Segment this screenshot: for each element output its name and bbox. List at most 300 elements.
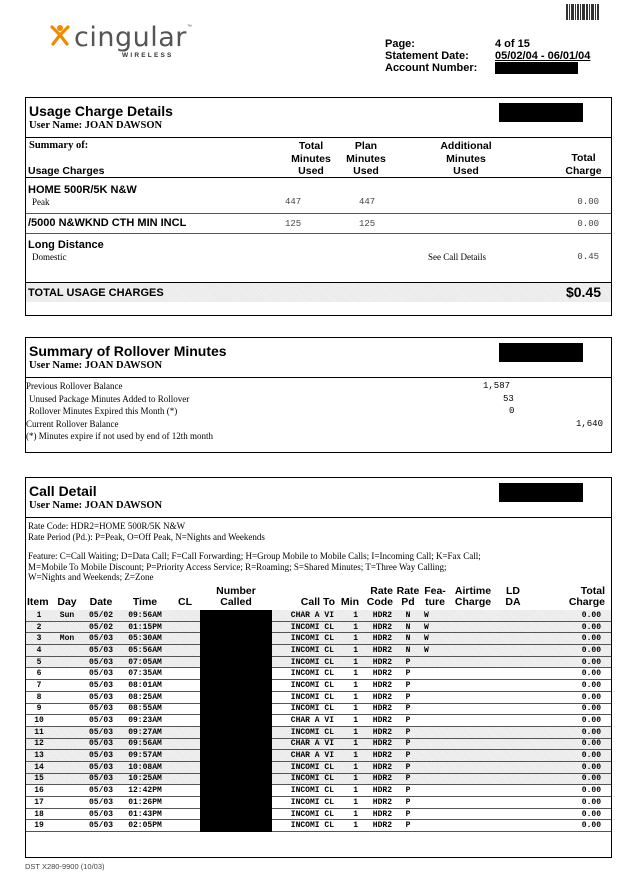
cell-ld-da	[498, 610, 528, 622]
cell-rate-pd: P	[394, 820, 422, 832]
cell-call-to: INCOMI CL	[272, 668, 336, 680]
call-detail-title: Call Detail	[29, 483, 97, 499]
cell-number-called-redacted	[200, 633, 272, 645]
usage-user: User Name: JOAN DAWSON	[29, 120, 163, 131]
cell-number-called-redacted	[200, 773, 272, 785]
cell-min: 1	[336, 750, 360, 762]
statement-header	[385, 38, 590, 74]
cell-time: 10:25AM	[120, 773, 170, 785]
cell-feature	[422, 703, 448, 715]
cell-call-to: INCOMI CL	[272, 761, 336, 773]
cell-airtime	[448, 750, 498, 762]
section-title: /5000 N&WKND CTH MIN INCL	[28, 217, 187, 229]
cell-total-charge: 0.00	[528, 715, 611, 727]
call-detail	[25, 477, 612, 858]
rate-code-legend: Rate Code: HDR2=HOME 500R/5K N&W	[28, 521, 186, 531]
cell-rate-pd: P	[394, 773, 422, 785]
cell-time: 05:56AM	[120, 645, 170, 657]
cell-rate-code: HDR2	[360, 797, 394, 809]
cell-airtime	[448, 738, 498, 750]
cell-time: 12:42PM	[120, 785, 170, 797]
cell-ld-da	[498, 750, 528, 762]
cell-number-called-redacted	[200, 703, 272, 715]
cell-airtime	[448, 680, 498, 692]
cell-cl	[170, 820, 200, 832]
cell-rate-pd: N	[394, 633, 422, 645]
col-min: Min	[340, 596, 359, 608]
cell-date: 05/03	[82, 633, 120, 645]
cell-number-called-redacted	[200, 645, 272, 657]
cell-rate-code: HDR2	[360, 645, 394, 657]
cell-airtime	[448, 633, 498, 645]
cell-time: 09:57AM	[120, 750, 170, 762]
cell-total-charge: 0.00	[528, 797, 611, 809]
total-usage-label: TOTAL USAGE CHARGES	[28, 287, 164, 299]
cell-ld-da	[498, 633, 528, 645]
call-row	[26, 621, 611, 633]
col-total-charge: Total Charge	[565, 152, 602, 177]
cell-rate-code: HDR2	[360, 621, 394, 633]
cell-rate-pd: P	[394, 703, 422, 715]
cell-rate-code: HDR2	[360, 750, 394, 762]
cell-feature	[422, 691, 448, 703]
call-row	[26, 680, 611, 692]
cell-item: 13	[26, 750, 52, 762]
cell-ld-da	[498, 773, 528, 785]
call-row	[26, 773, 611, 785]
cell-cl	[170, 808, 200, 820]
call-row	[26, 610, 611, 622]
cingular-jack-icon	[50, 24, 70, 50]
rollover-expired: Rollover Minutes Expired this Month (*) 0	[29, 406, 515, 416]
cell-rate-code: HDR2	[360, 703, 394, 715]
cell-feature: W	[422, 633, 448, 645]
cell-total-charge: 0.00	[528, 761, 611, 773]
cell-number-called-redacted	[200, 668, 272, 680]
cell-day	[52, 691, 82, 703]
call-row	[26, 656, 611, 668]
cell-airtime	[448, 808, 498, 820]
cell-feature	[422, 726, 448, 738]
cell-item: 15	[26, 773, 52, 785]
cell-rate-code: HDR2	[360, 610, 394, 622]
cell-rate-code: HDR2	[360, 715, 394, 727]
cell-item: 1	[26, 610, 52, 622]
cell-item: 17	[26, 797, 52, 809]
statement-date-value: 05/02/04 - 06/01/04	[495, 50, 591, 62]
cell-feature	[422, 797, 448, 809]
call-row	[26, 668, 611, 680]
cell-date: 05/03	[82, 773, 120, 785]
cell-min: 1	[336, 820, 360, 832]
cell-day	[52, 656, 82, 668]
cell-rate-code: HDR2	[360, 761, 394, 773]
cell-date: 05/03	[82, 691, 120, 703]
cell-item: 9	[26, 703, 52, 715]
cell-rate-pd: P	[394, 761, 422, 773]
cell-number-called-redacted	[200, 738, 272, 750]
cell-number-called-redacted	[200, 621, 272, 633]
rate-period-legend: Rate Period (Pd.): P=Peak, O=Off Peak, N=Nights and Weekends	[28, 531, 265, 542]
cell-cl	[170, 726, 200, 738]
col-airtime-charge: Airtime Charge	[454, 584, 492, 608]
call-row	[26, 820, 611, 832]
usage-title: Usage Charge Details	[29, 103, 173, 119]
cell-min: 1	[336, 703, 360, 715]
cell-time: 07:05AM	[120, 656, 170, 668]
cell-time: 08:01AM	[120, 680, 170, 692]
call-table-header	[26, 586, 611, 610]
cell-day	[52, 680, 82, 692]
cell-min: 1	[336, 797, 360, 809]
cell-total-charge: 0.00	[528, 610, 611, 622]
cell-feature: W	[422, 645, 448, 657]
cell-number-called-redacted	[200, 715, 272, 727]
cell-day	[52, 738, 82, 750]
call-row	[26, 633, 611, 645]
cell-rate-code: HDR2	[360, 691, 394, 703]
see-call-details-link: See Call Details	[428, 252, 486, 262]
cell-number-called-redacted	[200, 750, 272, 762]
cell-day: Mon	[52, 633, 82, 645]
barcode	[566, 4, 602, 20]
cell-day	[52, 668, 82, 680]
cell-airtime	[448, 668, 498, 680]
cell-time: 01:15PM	[120, 621, 170, 633]
usage-section-home-plan	[26, 178, 611, 214]
col-usage-charges: Usage Charges	[28, 165, 105, 177]
cell-airtime	[448, 715, 498, 727]
cell-day	[52, 773, 82, 785]
call-row	[26, 797, 611, 809]
section-title: Long Distance	[28, 239, 104, 251]
cell-total-charge: 0.00	[528, 680, 611, 692]
cell-rate-pd: P	[394, 715, 422, 727]
cell-feature	[422, 738, 448, 750]
cell-feature	[422, 785, 448, 797]
cell-call-to: INCOMI CL	[272, 797, 336, 809]
cell-number-called-redacted	[200, 691, 272, 703]
cell-rate-pd: P	[394, 738, 422, 750]
cell-cl	[170, 610, 200, 622]
col-day: Day	[57, 596, 77, 608]
cell-airtime	[448, 691, 498, 703]
cell-rate-code: HDR2	[360, 726, 394, 738]
cell-total-charge: 0.00	[528, 633, 611, 645]
cell-date: 05/03	[82, 797, 120, 809]
call-row	[26, 703, 611, 715]
cell-time: 02:05PM	[120, 820, 170, 832]
cell-call-to: INCOMI CL	[272, 773, 336, 785]
cell-date: 05/03	[82, 715, 120, 727]
usage-column-headers	[26, 138, 611, 178]
cell-rate-pd: P	[394, 797, 422, 809]
cell-rate-code: HDR2	[360, 738, 394, 750]
cell-time: 09:56AM	[120, 610, 170, 622]
rollover-unused-added: Unused Package Minutes Added to Rollover 53	[29, 393, 514, 404]
cell-ld-da	[498, 680, 528, 692]
cell-cl	[170, 668, 200, 680]
page-value: 4 of 15	[495, 38, 530, 50]
rollover-note: (*) Minutes expire if not used by end of 12th month	[26, 431, 213, 441]
cell-cl	[170, 750, 200, 762]
cell-time: 01:43PM	[120, 808, 170, 820]
cell-call-to: INCOMI CL	[272, 785, 336, 797]
col-time: Time	[132, 596, 158, 608]
cell-call-to: CHAR A VI	[272, 610, 336, 622]
cell-min: 1	[336, 738, 360, 750]
cell-airtime	[448, 621, 498, 633]
cell-date: 05/03	[82, 726, 120, 738]
cell-day	[52, 785, 82, 797]
cell-day: Sun	[52, 610, 82, 622]
cell-min: 1	[336, 645, 360, 657]
cell-item: 10	[26, 715, 52, 727]
cell-rate-pd: P	[394, 750, 422, 762]
cell-ld-da	[498, 797, 528, 809]
cell-min: 1	[336, 680, 360, 692]
cell-call-to: CHAR A VI	[272, 750, 336, 762]
feature-legend-3: W=Nights and Weekends; Z=Zone	[28, 572, 154, 582]
cell-number-called-redacted	[200, 797, 272, 809]
call-row	[26, 785, 611, 797]
cell-ld-da	[498, 785, 528, 797]
cell-number-called-redacted	[200, 761, 272, 773]
cell-rate-code: HDR2	[360, 785, 394, 797]
cell-item: 12	[26, 738, 52, 750]
cell-date: 05/03	[82, 808, 120, 820]
col-feature: Fea- ture	[424, 584, 446, 608]
cell-time: 05:30AM	[120, 633, 170, 645]
cell-rate-code: HDR2	[360, 656, 394, 668]
cell-day	[52, 808, 82, 820]
cell-total-charge: 0.00	[528, 820, 611, 832]
cell-total-charge: 0.00	[528, 773, 611, 785]
cell-min: 1	[336, 785, 360, 797]
cell-ld-da	[498, 703, 528, 715]
cell-time: 08:55AM	[120, 703, 170, 715]
cell-min: 1	[336, 668, 360, 680]
cell-min: 1	[336, 808, 360, 820]
cell-call-to: INCOMI CL	[272, 703, 336, 715]
cell-rate-pd: P	[394, 726, 422, 738]
cell-min: 1	[336, 773, 360, 785]
cell-rate-code: HDR2	[360, 680, 394, 692]
cell-total-charge: 0.00	[528, 785, 611, 797]
call-legend	[26, 518, 611, 586]
cell-airtime	[448, 785, 498, 797]
cell-rate-code: HDR2	[360, 668, 394, 680]
cell-cl	[170, 715, 200, 727]
cell-feature	[422, 750, 448, 762]
cell-total-charge: 0.00	[528, 703, 611, 715]
brand-name: cingular	[74, 22, 187, 53]
cell-item: 18	[26, 808, 52, 820]
cell-number-called-redacted	[200, 610, 272, 622]
cell-day	[52, 621, 82, 633]
feature-legend-1: Feature: C=Call Waiting; D=Data Call; F=Call Forwarding; H=Group Mobile to Mobile Calls; I=Incoming Call; K=Fax Call;	[28, 551, 481, 561]
cell-airtime	[448, 773, 498, 785]
cell-number-called-redacted	[200, 808, 272, 820]
feature-legend-2: M=Mobile To Mobile Discount; P=Priority Access Service; R=Roaming; S=Shared Minutes; T=Three Way Calling;	[28, 561, 447, 572]
trademark: ™	[186, 24, 192, 30]
call-row	[26, 738, 611, 750]
cell-day	[52, 750, 82, 762]
rollover-previous-balance: Previous Rollover Balance 1,587	[26, 381, 511, 391]
cell-ld-da	[498, 726, 528, 738]
cell-min: 1	[336, 761, 360, 773]
cell-item: 7	[26, 680, 52, 692]
cell-min: 1	[336, 621, 360, 633]
col-rate-code: Rate Code	[366, 584, 393, 608]
cell-item: 3	[26, 633, 52, 645]
cell-rate-pd: P	[394, 656, 422, 668]
cell-date: 05/03	[82, 785, 120, 797]
cell-rate-code: HDR2	[360, 808, 394, 820]
cell-day	[52, 820, 82, 832]
rollover-current-balance: Current Rollover Balance 1,640	[26, 418, 603, 429]
cell-date: 05/03	[82, 656, 120, 668]
cell-ld-da	[498, 656, 528, 668]
cell-feature	[422, 668, 448, 680]
call-row	[26, 715, 611, 727]
cell-cl	[170, 680, 200, 692]
cell-date: 05/03	[82, 750, 120, 762]
cell-airtime	[448, 703, 498, 715]
cell-call-to: INCOMI CL	[272, 691, 336, 703]
cell-total-charge: 0.00	[528, 668, 611, 680]
cell-time: 07:35AM	[120, 668, 170, 680]
cell-min: 1	[336, 633, 360, 645]
cell-call-to: INCOMI CL	[272, 645, 336, 657]
cell-item: 19	[26, 820, 52, 832]
cell-date: 05/02	[82, 610, 120, 622]
cell-total-charge: 0.00	[528, 645, 611, 657]
cell-cl	[170, 645, 200, 657]
cingular-logo	[50, 24, 192, 52]
statement-date-label: Statement Date:	[385, 50, 469, 62]
cell-date: 05/02	[82, 621, 120, 633]
cell-item: 2	[26, 621, 52, 633]
cell-cl	[170, 703, 200, 715]
cell-min: 1	[336, 610, 360, 622]
cell-call-to: CHAR A VI	[272, 715, 336, 727]
cell-number-called-redacted	[200, 680, 272, 692]
cell-ld-da	[498, 668, 528, 680]
cell-total-charge: 0.00	[528, 621, 611, 633]
usage-header	[26, 98, 611, 138]
cell-call-to: INCOMI CL	[272, 726, 336, 738]
cell-cl	[170, 621, 200, 633]
cell-day	[52, 797, 82, 809]
usage-charge-details	[25, 97, 612, 316]
phone-number-redacted	[499, 483, 583, 502]
col-call-to: Call To	[300, 596, 335, 608]
cell-rate-pd: P	[394, 668, 422, 680]
col-item: Item	[27, 596, 49, 608]
cell-feature	[422, 773, 448, 785]
cell-total-charge: 0.00	[528, 656, 611, 668]
cell-feature	[422, 808, 448, 820]
cell-time: 09:23AM	[120, 715, 170, 727]
cell-number-called-redacted	[200, 785, 272, 797]
usage-line-domestic: Domestic See Call Details 0.45	[32, 252, 599, 262]
cell-day	[52, 761, 82, 773]
cell-rate-pd: N	[394, 610, 422, 622]
cell-date: 05/03	[82, 738, 120, 750]
cell-call-to: INCOMI CL	[272, 633, 336, 645]
cell-feature	[422, 656, 448, 668]
col-plan-minutes: Plan Minutes Used	[346, 140, 386, 177]
cell-item: 16	[26, 785, 52, 797]
cell-feature	[422, 680, 448, 692]
cell-date: 05/03	[82, 680, 120, 692]
cell-rate-pd: P	[394, 691, 422, 703]
cell-airtime	[448, 820, 498, 832]
cell-time: 09:56AM	[120, 738, 170, 750]
call-row	[26, 691, 611, 703]
cell-rate-pd: P	[394, 785, 422, 797]
cell-rate-pd: N	[394, 645, 422, 657]
cell-total-charge: 0.00	[528, 691, 611, 703]
cell-rate-pd: P	[394, 680, 422, 692]
cell-rate-code: HDR2	[360, 633, 394, 645]
cell-cl	[170, 738, 200, 750]
cell-rate-pd: P	[394, 808, 422, 820]
cell-time: 08:25AM	[120, 691, 170, 703]
cell-rate-code: HDR2	[360, 820, 394, 832]
page-label: Page:	[385, 38, 415, 50]
cell-cl	[170, 633, 200, 645]
brand-subtitle: WIRELESS	[122, 52, 174, 59]
cell-airtime	[448, 726, 498, 738]
cell-feature: W	[422, 610, 448, 622]
call-row	[26, 761, 611, 773]
usage-section-long-distance	[26, 234, 611, 282]
cell-day	[52, 703, 82, 715]
cell-total-charge: 0.00	[528, 808, 611, 820]
usage-line-peak: Peak 447 447 0.00	[32, 197, 599, 207]
col-cl: CL	[178, 596, 192, 608]
cell-item: 11	[26, 726, 52, 738]
cell-day	[52, 715, 82, 727]
cell-ld-da	[498, 761, 528, 773]
cell-date: 05/03	[82, 761, 120, 773]
call-row	[26, 645, 611, 657]
col-total-minutes: Total Minutes Used	[291, 140, 331, 177]
cell-date: 05/03	[82, 820, 120, 832]
total-usage-value: $0.45	[565, 284, 601, 300]
cell-call-to: INCOMI CL	[272, 656, 336, 668]
section-title: HOME 500R/5K N&W	[28, 184, 137, 196]
col-ld-da: LD DA	[505, 584, 521, 608]
cell-feature	[422, 761, 448, 773]
cell-call-to: CHAR A VI	[272, 738, 336, 750]
col-additional-minutes: Additional Minutes Used	[440, 140, 492, 177]
cell-ld-da	[498, 715, 528, 727]
account-number-redacted	[495, 62, 578, 74]
call-row	[26, 808, 611, 820]
cell-item: 5	[26, 656, 52, 668]
cell-airtime	[448, 610, 498, 622]
cell-min: 1	[336, 715, 360, 727]
total-usage-charges-bar	[26, 282, 611, 302]
account-number-label: Account Number:	[385, 62, 478, 74]
cell-min: 1	[336, 726, 360, 738]
cell-airtime	[448, 761, 498, 773]
cell-cl	[170, 761, 200, 773]
col-total-charge: Total Charge	[568, 584, 605, 608]
